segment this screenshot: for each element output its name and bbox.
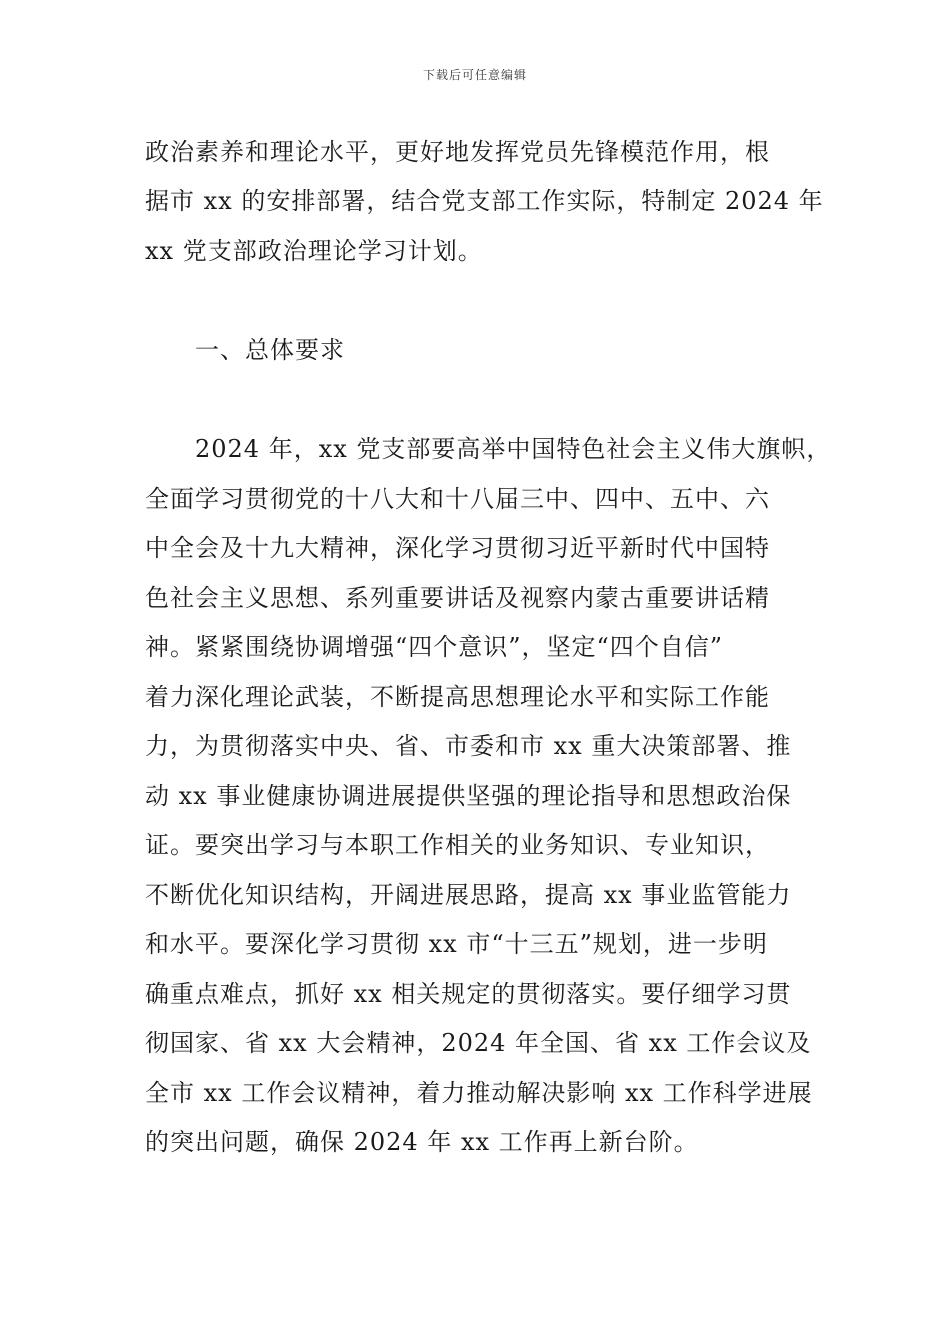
- body-line-2: 全面学习贯彻党的十八大和十八届三中、四中、五中、六: [145, 485, 770, 513]
- intro-line-1: 政治素养和理论水平，更好地发挥党员先锋模范作用，根: [145, 138, 770, 166]
- body-line-3: 中全会及十九大精神，深化学习贯彻习近平新时代中国特: [145, 534, 770, 562]
- body-line-8: 动 xx 事业健康协调进展提供坚强的理论指导和思想政治保: [145, 782, 792, 810]
- intro-line-3: xx 党支部政治理论学习计划。: [145, 237, 483, 265]
- header-note: 下载后可任意编辑: [422, 68, 527, 82]
- body-line-4: 色社会主义思想、系列重要讲话及视察内蒙古重要讲话精: [145, 584, 770, 612]
- intro-line-2: 据市 xx 的安排部署，结合党支部工作实际，特制定 2024 年: [145, 187, 824, 215]
- body-line-14: 全市 xx 工作会议精神，着力推动解决影响 xx 工作科学进展: [145, 1079, 813, 1107]
- body-line-5: 神。紧紧围绕协调增强“四个意识”，坚定“四个自信”: [145, 633, 724, 661]
- body-line-6: 着力深化理论武装，不断提高思想理论水平和实际工作能: [145, 683, 770, 711]
- body-line-1: 2024 年，xx 党支部要高举中国特色社会主义伟大旗帜，: [195, 435, 832, 463]
- section-heading: 一、总体要求: [195, 336, 345, 364]
- body-line-12: 确重点难点，抓好 xx 相关规定的贯彻落实。要仔细学习贯: [145, 980, 792, 1008]
- body-line-10: 不断优化知识结构，开阔进展思路，提高 xx 事业监管能力: [145, 881, 792, 909]
- body-line-15: 的突出问题，确保 2024 年 xx 工作再上新台阶。: [145, 1128, 699, 1156]
- body-line-13: 彻国家、省 xx 大会精神，2024 年全国、省 xx 工作会议及: [145, 1029, 812, 1057]
- body-line-9: 证。要突出学习与本职工作相关的业务知识、专业知识，: [145, 831, 770, 859]
- body-line-11: 和水平。要深化学习贯彻 xx 市“十三五”规划，进一步明: [145, 930, 768, 958]
- body-line-7: 力，为贯彻落实中央、省、市委和市 xx 重大决策部署、推: [145, 732, 792, 760]
